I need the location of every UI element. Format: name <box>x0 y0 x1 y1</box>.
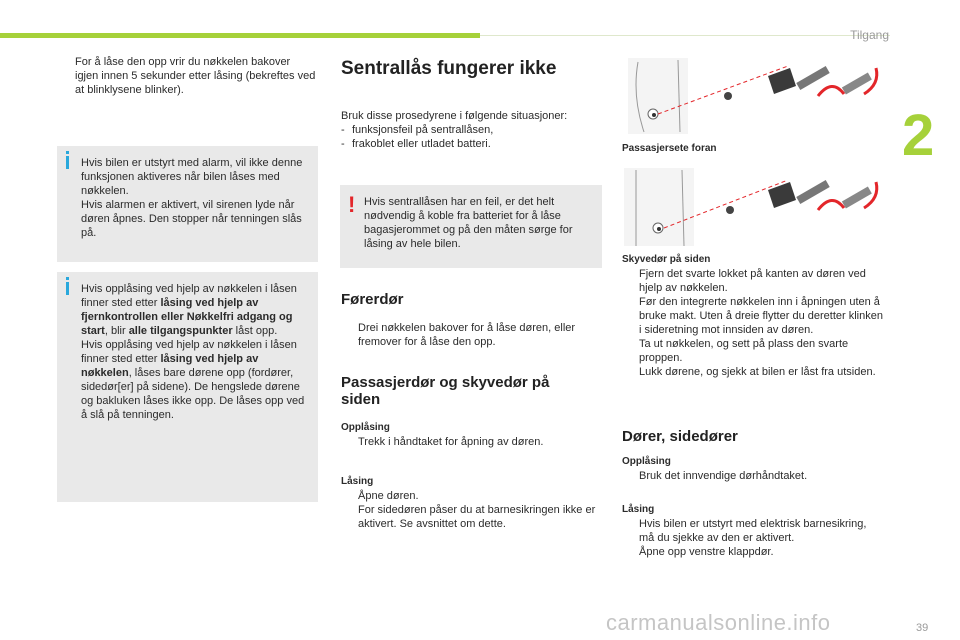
list-item: - funksjonsfeil på sentrallåsen, <box>341 124 494 136</box>
caption-sliding-door: Skyvedør på siden <box>622 254 711 265</box>
bullet-icon <box>58 55 75 97</box>
passenger-seat-illustration <box>618 56 888 136</box>
page-title: Sentrallås fungerer ikke <box>341 58 557 79</box>
info-box-alarm <box>57 146 318 262</box>
section-heading-forerdor: Førerdør <box>341 291 404 308</box>
list-item: Drei nøkkelen bakover for å låse døren, eller fremover for å låse den opp. <box>358 322 576 348</box>
list-item: Hvis bilen er utstyrt med elektrisk barnesikring, må du sjekke av den er aktivert. <box>639 518 867 544</box>
info-icon <box>66 282 69 295</box>
label-opplasing: Opplåsing <box>341 422 390 433</box>
list-item: Ta ut nøkkelen, og sett på plass den svarte proppen. <box>639 338 849 364</box>
info-paragraph: Hvis opplåsing ved hjelp av nøkkelen i låsen finner sted etter låsing ved hjelp av nøkkelen, låses bare dørene opp (fordører, sidedør[er] på sidene). De hengslede dørene og bakluken låses ikke opp. De låses opp ved å slå på tenningen. <box>81 339 305 421</box>
info-paragraph: Hvis alarmen er aktivert, vil sirenen lyde når døren åpnes. Den stopper når tenningen slås på. <box>81 199 302 239</box>
caption-passenger-seat: Passasjersete foran <box>622 143 717 154</box>
list-item: Åpne døren. <box>358 490 419 502</box>
page-number: 39 <box>916 622 929 634</box>
section-title: Tilgang <box>850 28 889 42</box>
list-item-text: For å låse den opp vrir du nøkkelen bakover igjen innen 5 sekunder etter låsing (bekreftes ved at blinklysene blinker). <box>75 56 316 96</box>
list-item: Før den integrerte nøkkelen inn i åpningen uten å bruke makt. Uten å dreie flytter du deretter klinken i sideretning mot innsiden av døren. <box>639 296 883 336</box>
label-lasing: Låsing <box>341 476 374 487</box>
header-accent-bar <box>0 33 480 38</box>
info-icon <box>66 156 69 169</box>
intro-text: Bruk disse prosedyrene i følgende situasjoner: <box>341 110 568 122</box>
warning-text: Hvis sentrallåsen har en feil, er det helt nødvendig å koble fra batteriet for å låse bagasjerommet og på den måten sørge for låsing av hele bilen. <box>364 196 573 250</box>
dorer-body <box>622 455 884 559</box>
list-item: Fjern det svarte lokket på kanten av døren ved hjelp av nøkkelen. <box>639 268 866 294</box>
info-paragraph: Hvis bilen er utstyrt med alarm, vil ikke denne funksjonen aktiveres når bilen låses med nøkkelen. <box>81 157 303 197</box>
middle-intro <box>341 109 603 151</box>
warning-box <box>340 185 602 268</box>
list-item: Bruk det innvendige dørhåndtaket. <box>639 470 808 482</box>
list-item <box>58 55 316 97</box>
warning-icon: ! <box>348 192 356 217</box>
section-heading-dorer: Dører, sidedører <box>622 428 738 445</box>
watermark: carmanualsonline.info <box>606 610 831 635</box>
passasjerdor-body <box>341 421 603 531</box>
header-rule <box>480 35 890 36</box>
list-item: - frakoblet eller utladet batteri. <box>341 138 491 150</box>
list-item: For sidedøren påser du at barnesikringen ikke er aktivert. Se avsnittet om dette. <box>358 504 596 530</box>
list-item: Åpne opp venstre klappdør. <box>639 546 774 558</box>
info-paragraph: Hvis opplåsing ved hjelp av nøkkelen i låsen finner sted etter låsing ved hjelp av fjernkontrollen eller Nøkkelfri adgang og start, blir alle tilgangspunkter låst opp. <box>81 283 297 337</box>
chapter-number: 2 <box>902 103 935 168</box>
list-item: Lukk dørene, og sjekk at bilen er låst fra utsiden. <box>639 366 876 378</box>
left-column <box>58 55 316 97</box>
section-heading-passasjerdor: Passasjerdør og skyvedør på siden <box>341 374 550 408</box>
sliding-door-body <box>622 253 884 379</box>
forerdor-body <box>341 321 603 349</box>
label-opplasing: Opplåsing <box>622 456 671 467</box>
info-box-unlocking <box>57 272 318 502</box>
label-lasing: Låsing <box>622 504 655 515</box>
sliding-door-illustration <box>618 166 888 248</box>
list-item: Trekk i håndtaket for åpning av døren. <box>358 436 544 448</box>
